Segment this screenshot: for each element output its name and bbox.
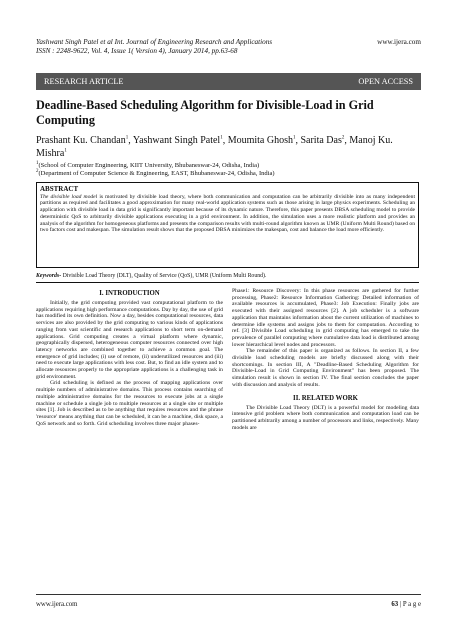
affiliation-mark: 1 — [292, 135, 296, 141]
author-separator: , — [128, 135, 133, 146]
page-number — [391, 600, 421, 609]
affiliation-mark: 2 — [341, 135, 345, 141]
keywords-line — [36, 273, 419, 280]
author-name: Manoj Ku. Mishra — [36, 135, 393, 159]
page-number-value: 63 — [391, 601, 399, 608]
issn-line: ISSN : 2248-9622, Vol. 4, Issue 1( Version 4), January 2014, pp.63-68 — [36, 47, 238, 55]
journal-citation: Yashwant Singh Patel et al Int. Journal of Engineering Research and Applications — [36, 38, 273, 46]
affiliation-mark: 1 — [64, 148, 67, 154]
page-label: | P a g e — [399, 601, 421, 608]
article-type-band — [36, 73, 421, 90]
author-name: Sarita Das — [300, 135, 342, 146]
right-column — [232, 288, 419, 431]
keywords-divider — [36, 282, 419, 283]
affiliation-mark: 1 — [125, 135, 129, 141]
author-name: Moumita Ghosh — [227, 135, 293, 146]
affiliation-text: (School of Computer Engineering, KIIT University, Bhubaneswar-24, Odisha, India) — [38, 162, 260, 169]
affiliation-1 — [36, 162, 426, 170]
affiliation-2 — [36, 170, 426, 178]
page-footer — [36, 600, 421, 609]
keywords-label: Keywords- — [36, 273, 62, 279]
author-list — [36, 135, 426, 160]
abstract-box — [36, 182, 419, 268]
abstract-lead-term: The divisible load model — [40, 193, 98, 200]
author-name: Yashwant Singh Patel — [132, 135, 221, 146]
affiliation-mark: 1 — [220, 135, 223, 141]
abstract-heading: ABSTRACT — [40, 185, 79, 193]
author-separator: , — [295, 135, 301, 146]
abstract-body: is motivated by divisible load theory, where both communication and computation can be arbitrarily divisible into as many independent partitions as required and facilitates a good approximation for many real-world application systems such as those arising in large physics experiments. Scheduling an application with divisible load in data grid is significantly important because of its dynamic nature. Therefore, this paper presents DBSA scheduling model to provide deterministic QoS to arbitrarily divisible applications executing in a grid environment. In addition, the simulation uses a more realistic platform and provides an analysis of the algorithm for homogeneous platforms and presents the comparison results with multi-round algorithm known as UMR (Uniform Multi Round) based on two factors cost and makespan. The simulation result shows that the proposed DBSA minimizes the makespan, cost and balance the load more efficiently. — [40, 193, 415, 234]
running-header — [36, 38, 421, 56]
author-separator: , — [344, 135, 350, 146]
affiliation-text: (Department of Computer Science & Engineering, EAST, Bhubaneswar-24, Odisha, India) — [38, 170, 275, 177]
footer-divider — [36, 594, 421, 595]
journal-url[interactable]: www.ijera.com — [377, 38, 421, 46]
abstract-text — [40, 194, 415, 235]
keywords-text: Divisible Load Theory (DLT), Quality of Service (QoS), UMR (Uniform Multi Round). — [62, 273, 267, 279]
paragraph: The Divisible Load Theory (DLT) is a powerful model for modeling data intensive grid problem where both communication and computation load can be partitioned arbitrarily among a number of processors and links, respectively. Many models are — [232, 404, 419, 431]
section-heading-introduction: I. INTRODUCTION — [99, 290, 160, 297]
affiliation-mark: 1 — [36, 160, 39, 166]
paragraph: Initially, the grid computing provided vast computational platform to the applications requiring high performance computations. Day by day, the use of grid has modified its own definition. Now a day, besides computational resources, data services are also provided by the grid computing to various kinds of applications ranging from vast scientific and research applications to short term on-demand applications. Grid computing creates a virtual platform where dynamic, geographically dispersed, heterogeneous computer resources connected over high latency networks are combined together to achieve a common goal. The emergence of grid includes; (i) use of remote, (ii) underutilized resources and (iii) need to execute large applications with less cost. But, to find an idle system and to allocate resources properly to the appropriate applications is a challenging task in grid environment. — [36, 300, 223, 380]
paragraph: The remainder of this paper is organized as follows. In section II, a few divisible load scheduling models are briefly discussed along with their shortcomings. In section III, A "Deadline-Based Scheduling Algorithm for Divisible-Load in Grid Computing Environment" has been proposed. The simulation result is shown in section IV. The final section concludes the paper with discussion and analysis of results. — [232, 348, 419, 388]
author-separator: , — [222, 135, 228, 146]
open-access-label: OPEN ACCESS — [358, 77, 413, 86]
research-article-label: RESEARCH ARTICLE — [44, 77, 124, 86]
paragraph: Grid scheduling is defined as the process of mapping applications over multiple numbers of administrative domains. This process contains searching of multiple administrative domains for the resources to execute jobs at a single machine or schedule a single job to multiple resources at a single site or multiple sites [1]. Job is described as to be anything that requires resources and the phrase 'resource' means anything that can be scheduled, it can be a machine, disk space, a QoS network and so forth. Grid scheduling involves three major phases- — [36, 380, 223, 427]
footer-url[interactable]: www.ijera.com — [36, 601, 78, 608]
paper-title: Deadline-Based Scheduling Algorithm for Divisible-Load in Grid Computing — [36, 98, 374, 127]
section-heading-related-work: II. RELATED WORK — [293, 394, 358, 402]
left-column — [36, 288, 223, 427]
affiliations — [36, 162, 426, 178]
author-name: Prashant Ku. Chandan — [36, 135, 126, 146]
affiliation-mark: 2 — [36, 168, 39, 174]
paragraph: Phase1: Resource Discovery: In this phase resources are gathered for further processing, Phase2: Resource Information Gathering: Detailed information of available resources is accumulated, Phase3: Job Execution: Finally jobs are executed with their assigned resources [2]. A job scheduler is a software application that maintains information about the current utilization of machines to determine idle systems and assigns jobs to them for computation. According to ref. [3] Divisible Load scheduling in grid computing has emerged to take the prevalence of parallel computing where cumulative data load is distributed among lower hierarchical level nodes and processors. — [232, 288, 419, 348]
